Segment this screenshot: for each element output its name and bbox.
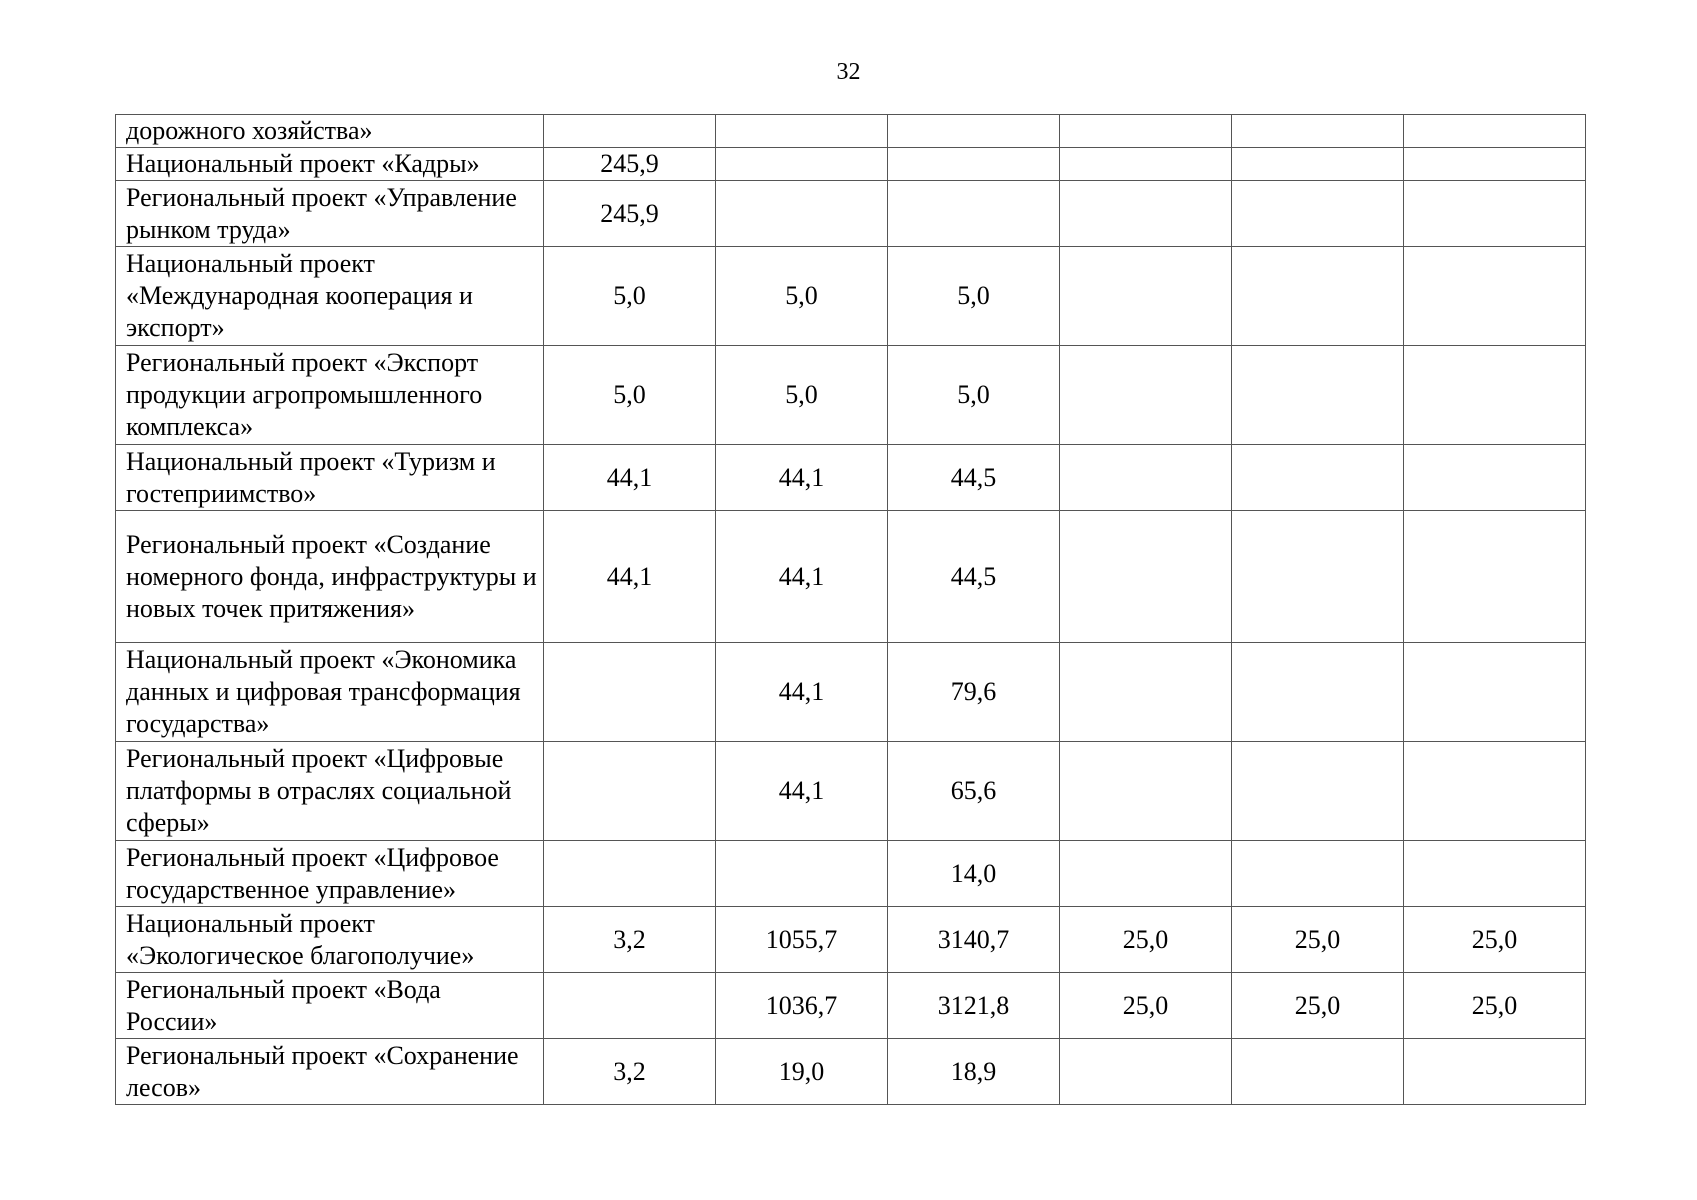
value-cell <box>544 742 716 841</box>
table-row <box>116 841 1586 907</box>
value-cell: 245,9 <box>544 181 716 247</box>
value-cell: 1036,7 <box>716 973 888 1039</box>
value-cell: 25,0 <box>1404 907 1586 973</box>
value-cell <box>1060 742 1232 841</box>
value-cell <box>544 973 716 1039</box>
table-row <box>116 181 1586 247</box>
value-cell <box>1404 841 1586 907</box>
table-row <box>116 115 1586 148</box>
value-cell: 44,1 <box>544 511 716 643</box>
value-cell <box>716 841 888 907</box>
value-cell <box>1404 181 1586 247</box>
value-cell: 44,1 <box>544 445 716 511</box>
value-cell <box>716 148 888 181</box>
row-name-cell: Национальный проект «Экономика данных и цифровая трансформация государства» <box>116 643 544 742</box>
value-cell <box>544 841 716 907</box>
page-number: 32 <box>836 59 861 85</box>
value-cell <box>1404 643 1586 742</box>
value-cell: 25,0 <box>1232 973 1404 1039</box>
value-cell: 44,1 <box>716 445 888 511</box>
value-cell <box>1232 181 1404 247</box>
row-name-cell: Региональный проект «Цифровое государственное управление» <box>116 841 544 907</box>
row-name-cell: Региональный проект «Экспорт продукции агропромышленного комплекса» <box>116 346 544 445</box>
value-cell: 65,6 <box>888 742 1060 841</box>
value-cell: 14,0 <box>888 841 1060 907</box>
row-name-cell: Региональный проект «Вода России» <box>116 973 544 1039</box>
row-name-cell: дорожного хозяйства» <box>116 115 544 148</box>
value-cell <box>1232 643 1404 742</box>
value-cell <box>1404 511 1586 643</box>
row-name-cell: Региональный проект «Создание номерного фонда, инфраструктуры и новых точек притяжения» <box>116 511 544 643</box>
value-cell <box>716 115 888 148</box>
row-name-cell: Региональный проект «Сохранение лесов» <box>116 1039 544 1105</box>
value-cell: 25,0 <box>1404 973 1586 1039</box>
value-cell: 5,0 <box>544 247 716 346</box>
value-cell <box>1232 445 1404 511</box>
value-cell: 245,9 <box>544 148 716 181</box>
value-cell: 5,0 <box>888 247 1060 346</box>
value-cell <box>1060 445 1232 511</box>
value-cell <box>1232 1039 1404 1105</box>
value-cell <box>1232 742 1404 841</box>
table-row <box>116 445 1586 511</box>
value-cell: 5,0 <box>716 247 888 346</box>
row-name-cell: Региональный проект «Цифровые платформы в отраслях социальной сферы» <box>116 742 544 841</box>
value-cell <box>544 115 716 148</box>
value-cell <box>888 115 1060 148</box>
table-row <box>116 148 1586 181</box>
value-cell: 19,0 <box>716 1039 888 1105</box>
table-row <box>116 511 1586 643</box>
value-cell <box>544 643 716 742</box>
value-cell <box>1404 1039 1586 1105</box>
value-cell <box>888 181 1060 247</box>
value-cell <box>1232 247 1404 346</box>
value-cell: 3,2 <box>544 907 716 973</box>
value-cell: 18,9 <box>888 1039 1060 1105</box>
value-cell: 1055,7 <box>716 907 888 973</box>
value-cell: 5,0 <box>544 346 716 445</box>
value-cell: 5,0 <box>888 346 1060 445</box>
value-cell: 79,6 <box>888 643 1060 742</box>
value-cell: 44,5 <box>888 445 1060 511</box>
value-cell <box>888 148 1060 181</box>
value-cell: 25,0 <box>1232 907 1404 973</box>
value-cell <box>1060 247 1232 346</box>
table-row <box>116 346 1586 445</box>
value-cell <box>1060 148 1232 181</box>
value-cell <box>1060 1039 1232 1105</box>
value-cell: 44,1 <box>716 643 888 742</box>
value-cell <box>1060 511 1232 643</box>
table-row <box>116 247 1586 346</box>
value-cell <box>1404 148 1586 181</box>
table-row <box>116 742 1586 841</box>
value-cell: 25,0 <box>1060 907 1232 973</box>
value-cell: 44,1 <box>716 742 888 841</box>
row-name-cell: Региональный проект «Управление рынком труда» <box>116 181 544 247</box>
value-cell <box>1404 445 1586 511</box>
value-cell <box>1232 346 1404 445</box>
value-cell <box>1060 841 1232 907</box>
value-cell: 3121,8 <box>888 973 1060 1039</box>
budget-table <box>115 114 1586 1105</box>
value-cell <box>1404 346 1586 445</box>
row-name-cell: Национальный проект «Экологическое благополучие» <box>116 907 544 973</box>
value-cell: 3140,7 <box>888 907 1060 973</box>
table-row <box>116 1039 1586 1105</box>
value-cell <box>1060 115 1232 148</box>
value-cell <box>1232 148 1404 181</box>
value-cell <box>1060 346 1232 445</box>
value-cell <box>1232 511 1404 643</box>
value-cell: 3,2 <box>544 1039 716 1105</box>
value-cell: 44,5 <box>888 511 1060 643</box>
value-cell <box>1232 115 1404 148</box>
value-cell <box>1404 742 1586 841</box>
row-name-cell: Национальный проект «Туризм и гостеприимство» <box>116 445 544 511</box>
row-name-cell: Национальный проект «Международная кооперация и экспорт» <box>116 247 544 346</box>
value-cell <box>1232 841 1404 907</box>
value-cell <box>1060 643 1232 742</box>
table-row <box>116 973 1586 1039</box>
value-cell <box>1404 115 1586 148</box>
row-name-cell: Национальный проект «Кадры» <box>116 148 544 181</box>
value-cell <box>1060 181 1232 247</box>
value-cell: 25,0 <box>1060 973 1232 1039</box>
value-cell: 5,0 <box>716 346 888 445</box>
value-cell <box>1404 247 1586 346</box>
table-row <box>116 907 1586 973</box>
value-cell <box>716 181 888 247</box>
value-cell: 44,1 <box>716 511 888 643</box>
table-row <box>116 643 1586 742</box>
